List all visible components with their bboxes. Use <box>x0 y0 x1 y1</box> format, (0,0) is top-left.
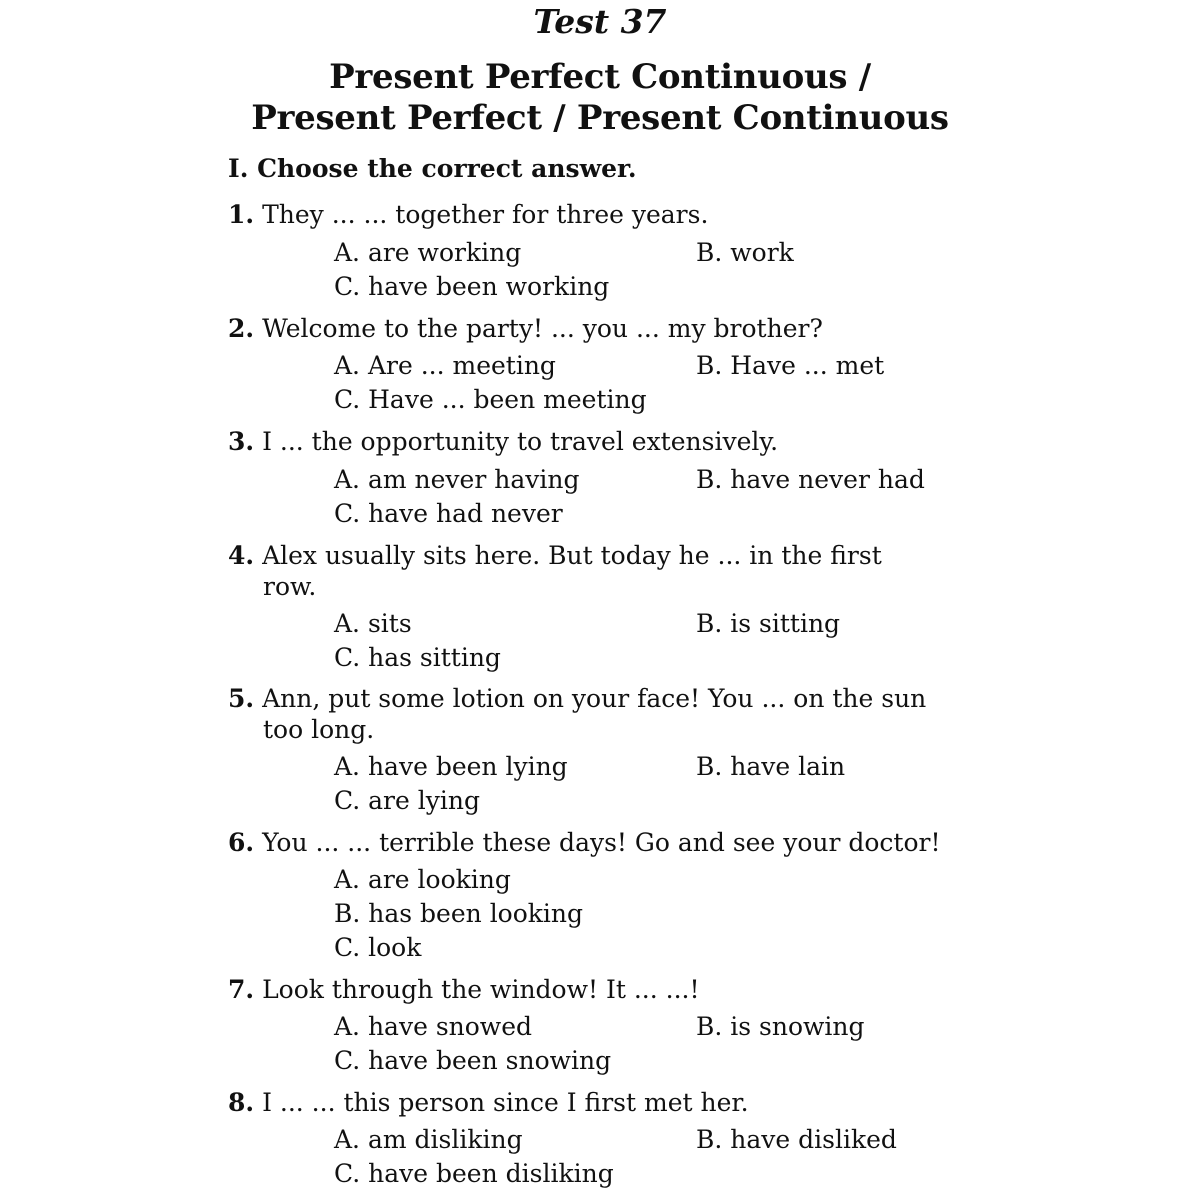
question-text: Look through the window! It ... ...! <box>262 975 700 1004</box>
q6-option-b[interactable]: B. has been looking <box>334 899 584 928</box>
q3-option-a[interactable]: A. am never having <box>334 465 580 494</box>
q2-option-b[interactable]: B. Have ... met <box>696 351 885 380</box>
q1-option-a[interactable]: A. are working <box>334 238 522 267</box>
q3-option-c[interactable]: C. have had never <box>334 499 563 528</box>
question-number: 7. <box>228 975 255 1004</box>
question-text: They ... ... together for three years. <box>262 200 709 229</box>
question-number: 3. <box>228 427 255 456</box>
q5-option-c[interactable]: C. are lying <box>334 786 480 815</box>
question-text: I ... ... this person since I first met her. <box>262 1088 749 1117</box>
q1-option-b[interactable]: B. work <box>696 238 794 267</box>
question-text: Alex usually sits here. But today he ... in the first <box>262 541 882 570</box>
question-text: You ... ... terrible these days! Go and see your doctor! <box>262 828 941 857</box>
question-number: 1. <box>228 200 255 229</box>
q4-option-c[interactable]: C. has sitting <box>334 643 501 672</box>
question-text: Ann, put some lotion on your face! You ... on the sun <box>262 684 927 713</box>
q7-option-c[interactable]: C. have been snowing <box>334 1046 612 1075</box>
question-7 <box>228 974 972 1005</box>
q4-option-b[interactable]: B. is sitting <box>696 609 841 638</box>
q5-option-a[interactable]: A. have been lying <box>334 752 568 781</box>
main-title-line-2: Present Perfect / Present Continuous <box>251 98 949 138</box>
test-title: Test 37 <box>533 2 667 41</box>
question-number: 8. <box>228 1088 255 1117</box>
q7-option-a[interactable]: A. have snowed <box>334 1012 532 1041</box>
q6-option-a[interactable]: A. are looking <box>334 865 511 894</box>
question-8 <box>228 1087 972 1118</box>
question-4 <box>228 540 972 571</box>
q7-option-b[interactable]: B. is snowing <box>696 1012 865 1041</box>
q5-option-b[interactable]: B. have lain <box>696 752 846 781</box>
question-2 <box>228 313 972 344</box>
q4-option-a[interactable]: A. sits <box>334 609 412 638</box>
question-text: I ... the opportunity to travel extensively. <box>262 427 779 456</box>
q8-option-b[interactable]: B. have disliked <box>696 1125 897 1154</box>
q8-option-c[interactable]: C. have been disliking <box>334 1159 614 1188</box>
question-4-continuation: row. <box>263 572 317 601</box>
question-5-continuation: too long. <box>263 715 375 744</box>
q2-option-c[interactable]: C. Have ... been meeting <box>334 385 647 414</box>
question-number: 5. <box>228 684 255 713</box>
question-number: 6. <box>228 828 255 857</box>
section-heading: I. Choose the correct answer. <box>228 154 637 183</box>
main-title-line-1: Present Perfect Continuous / <box>329 57 871 97</box>
q1-option-c[interactable]: C. have been working <box>334 272 610 301</box>
q3-option-b[interactable]: B. have never had <box>696 465 925 494</box>
question-1 <box>228 199 972 230</box>
question-5 <box>228 683 972 714</box>
q6-option-c[interactable]: C. look <box>334 933 422 962</box>
question-number: 2. <box>228 314 255 343</box>
question-text: Welcome to the party! ... you ... my brother? <box>262 314 823 343</box>
question-3 <box>228 426 972 457</box>
question-number: 4. <box>228 541 255 570</box>
question-6 <box>228 827 972 858</box>
q8-option-a[interactable]: A. am disliking <box>334 1125 523 1154</box>
q2-option-a[interactable]: A. Are ... meeting <box>334 351 556 380</box>
